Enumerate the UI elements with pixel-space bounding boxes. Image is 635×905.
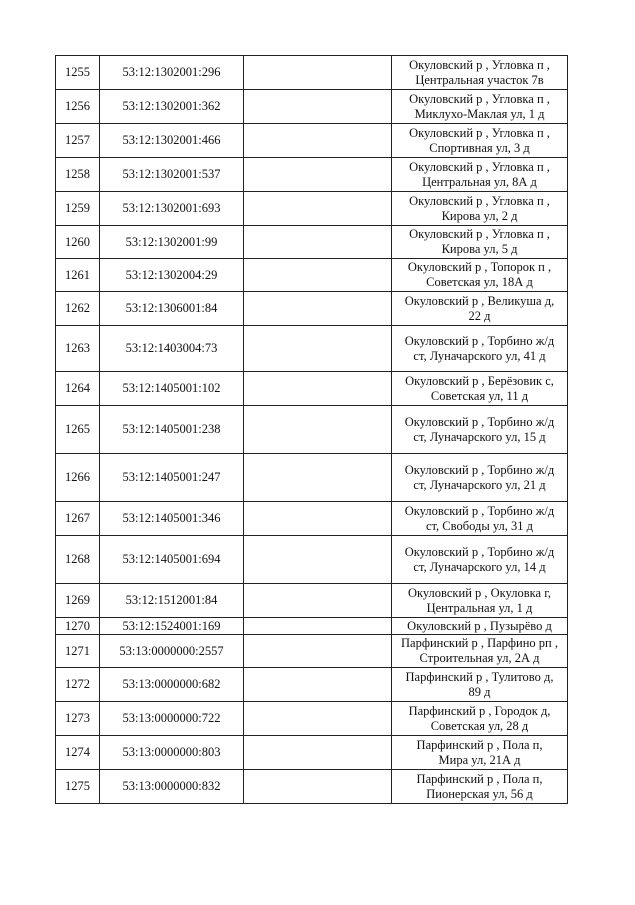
table-row — [56, 635, 568, 668]
table-row — [56, 259, 568, 292]
cadastral-number: 53:13:0000000:2557 — [100, 635, 244, 668]
address-cell: Окуловский р , Пузырёво д — [392, 618, 568, 635]
empty-cell — [244, 326, 392, 372]
empty-cell — [244, 635, 392, 668]
empty-cell — [244, 259, 392, 292]
cadastral-number: 53:12:1302001:693 — [100, 192, 244, 226]
empty-cell — [244, 584, 392, 618]
address-cell: Окуловский р , Великуша д, 22 д — [392, 292, 568, 326]
cadastral-number: 53:13:0000000:682 — [100, 668, 244, 702]
cadastral-number: 53:12:1302001:466 — [100, 124, 244, 158]
row-number: 1257 — [56, 124, 100, 158]
table-row — [56, 158, 568, 192]
row-number: 1274 — [56, 736, 100, 770]
cadastral-number: 53:12:1405001:238 — [100, 406, 244, 454]
row-number: 1255 — [56, 56, 100, 90]
row-number: 1262 — [56, 292, 100, 326]
cadastral-number: 53:12:1524001:169 — [100, 618, 244, 635]
row-number: 1261 — [56, 259, 100, 292]
cadastral-number: 53:12:1302001:296 — [100, 56, 244, 90]
cadastral-number: 53:13:0000000:803 — [100, 736, 244, 770]
table-row — [56, 326, 568, 372]
row-number: 1265 — [56, 406, 100, 454]
table-row — [56, 56, 568, 90]
table-row — [56, 668, 568, 702]
address-cell: Парфинский р , Пола п, Пионерская ул, 56 д — [392, 770, 568, 804]
table-row — [56, 502, 568, 536]
empty-cell — [244, 668, 392, 702]
row-number: 1267 — [56, 502, 100, 536]
address-cell: Окуловский р , Торбино ж/д ст, Луначарского ул, 21 д — [392, 454, 568, 502]
row-number: 1256 — [56, 90, 100, 124]
cadastral-number: 53:13:0000000:722 — [100, 702, 244, 736]
empty-cell — [244, 536, 392, 584]
row-number: 1270 — [56, 618, 100, 635]
empty-cell — [244, 502, 392, 536]
address-cell: Окуловский р , Торбино ж/д ст, Луначарского ул, 15 д — [392, 406, 568, 454]
cadastral-number: 53:12:1302001:362 — [100, 90, 244, 124]
table-row — [56, 192, 568, 226]
empty-cell — [244, 56, 392, 90]
cadastral-number: 53:12:1302001:99 — [100, 226, 244, 259]
table-row — [56, 736, 568, 770]
table-row — [56, 584, 568, 618]
address-cell: Окуловский р , Угловка п , Центральная ул, 8А д — [392, 158, 568, 192]
cadastral-number: 53:12:1512001:84 — [100, 584, 244, 618]
table-row — [56, 770, 568, 804]
empty-cell — [244, 124, 392, 158]
address-cell: Парфинский р , Парфино рп , Строительная ул, 2А д — [392, 635, 568, 668]
registry-table-body — [56, 56, 568, 804]
address-cell: Окуловский р , Торбино ж/д ст, Луначарского ул, 14 д — [392, 536, 568, 584]
empty-cell — [244, 372, 392, 406]
cadastral-number: 53:12:1302004:29 — [100, 259, 244, 292]
table-row — [56, 372, 568, 406]
table-row — [56, 618, 568, 635]
address-cell: Окуловский р , Окуловка г, Центральная ул, 1 д — [392, 584, 568, 618]
cadastral-number: 53:12:1306001:84 — [100, 292, 244, 326]
cadastral-number: 53:12:1302001:537 — [100, 158, 244, 192]
address-cell: Окуловский р , Торбино ж/д ст, Луначарского ул, 41 д — [392, 326, 568, 372]
row-number: 1269 — [56, 584, 100, 618]
row-number: 1268 — [56, 536, 100, 584]
table-row — [56, 406, 568, 454]
row-number: 1272 — [56, 668, 100, 702]
empty-cell — [244, 454, 392, 502]
cadastral-number: 53:12:1403004:73 — [100, 326, 244, 372]
row-number: 1275 — [56, 770, 100, 804]
address-cell: Парфинский р , Пола п, Мира ул, 21А д — [392, 736, 568, 770]
empty-cell — [244, 292, 392, 326]
table-row — [56, 90, 568, 124]
row-number: 1263 — [56, 326, 100, 372]
table-row — [56, 702, 568, 736]
empty-cell — [244, 192, 392, 226]
address-cell: Окуловский р , Угловка п , Центральная участок 7в — [392, 56, 568, 90]
row-number: 1266 — [56, 454, 100, 502]
empty-cell — [244, 618, 392, 635]
table-row — [56, 226, 568, 259]
row-number: 1260 — [56, 226, 100, 259]
cadastral-number: 53:12:1405001:346 — [100, 502, 244, 536]
table-row — [56, 536, 568, 584]
empty-cell — [244, 736, 392, 770]
address-cell: Окуловский р , Берёзовик с, Советская ул, 11 д — [392, 372, 568, 406]
cadastral-number: 53:12:1405001:102 — [100, 372, 244, 406]
row-number: 1264 — [56, 372, 100, 406]
row-number: 1258 — [56, 158, 100, 192]
address-cell: Окуловский р , Угловка п , Кирова ул, 2 д — [392, 192, 568, 226]
cadastral-number: 53:12:1405001:694 — [100, 536, 244, 584]
empty-cell — [244, 406, 392, 454]
table-row — [56, 124, 568, 158]
cadastral-number: 53:12:1405001:247 — [100, 454, 244, 502]
address-cell: Окуловский р , Торбино ж/д ст, Свободы ул, 31 д — [392, 502, 568, 536]
property-registry-table — [55, 55, 568, 804]
address-cell: Окуловский р , Угловка п , Миклухо-Маклая ул, 1 д — [392, 90, 568, 124]
cadastral-number: 53:13:0000000:832 — [100, 770, 244, 804]
empty-cell — [244, 770, 392, 804]
address-cell: Окуловский р , Топорок п , Советская ул, 18А д — [392, 259, 568, 292]
address-cell: Парфинский р , Городок д, Советская ул, 28 д — [392, 702, 568, 736]
empty-cell — [244, 226, 392, 259]
address-cell: Окуловский р , Угловка п , Спортивная ул, 3 д — [392, 124, 568, 158]
empty-cell — [244, 158, 392, 192]
empty-cell — [244, 702, 392, 736]
address-cell: Окуловский р , Угловка п , Кирова ул, 5 д — [392, 226, 568, 259]
address-cell: Парфинский р , Тулитово д, 89 д — [392, 668, 568, 702]
row-number: 1273 — [56, 702, 100, 736]
row-number: 1271 — [56, 635, 100, 668]
table-row — [56, 292, 568, 326]
table-row — [56, 454, 568, 502]
row-number: 1259 — [56, 192, 100, 226]
empty-cell — [244, 90, 392, 124]
